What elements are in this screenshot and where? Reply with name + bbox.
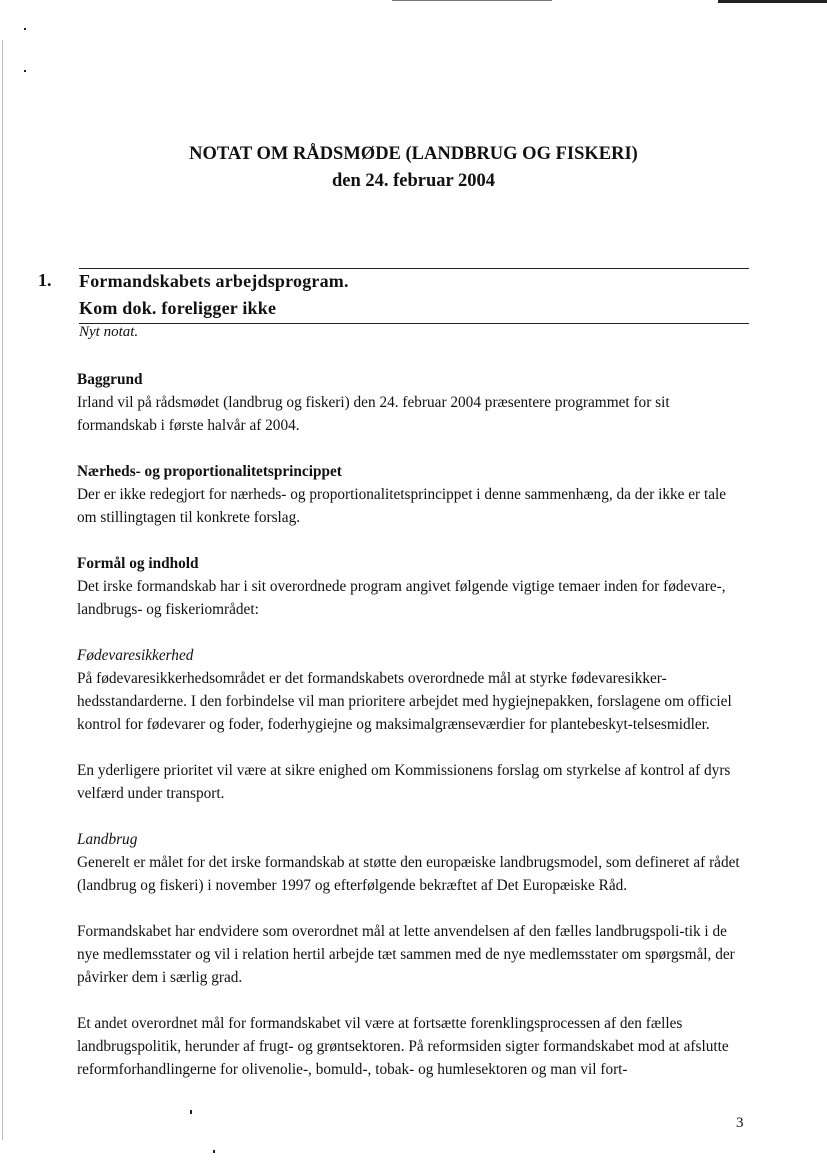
formaal-text: Det irske formandskab har i sit overordnede program angivet følgende vigtige temaer inden for fødevare-, landbrugs- og fiskeriområdet:	[77, 578, 726, 618]
section-number: 1.	[38, 270, 52, 290]
title-line-1: NOTAT OM RÅDSMØDE (LANDBRUG OG FISKERI)	[189, 144, 638, 164]
scan-edge-left	[2, 40, 3, 1140]
naerhed-text: Der er ikke redegjort for nærheds- og proportionalitetsprincippet i denne sammenhæng, da der ikke er tale om stillingtagen til konkrete forslag.	[77, 486, 727, 526]
landbrug-paragraph-1: Generelt er målet for det irske formandskab at støtte den europæiske landbrugsmodel, som defineret af rådet (landbrug og fiskeri) i november 1997 og efterfølgende bekræftet af Det Europæiske Råd.	[77, 854, 740, 894]
scan-line-top-right	[718, 0, 827, 3]
foedevare-paragraph-2: En yderligere prioritet vil være at sikre enighed om Kommissionens forslag om styrkelse af kontrol af dyrs velfærd under transport.	[77, 762, 731, 802]
foedevare-paragraph-1: På fødevaresikkerhedsområdet er det formandskabets overordnede mål at styrke fødevaresikker-hedsstandarderne. I den forbindelse vil man prioritere arbejdet med hygiejnepakken, forslagene om officiel kontrol for fødevarer og foder, foderhygiejne og maksimalgrænseværdier for plantebeskyt-telsesmidler.	[77, 670, 732, 733]
scan-line-top	[392, 0, 552, 1]
section-heading-line-1: Formandskabets arbejdsprogram.	[79, 271, 349, 291]
section-heading	[79, 268, 349, 322]
baggrund-text: Irland vil på rådsmødet (landbrug og fiskeri) den 24. februar 2004 præsentere programmet for sit formandskab i første halvår af 2004.	[77, 394, 670, 434]
section-heading-line-2: Kom dok. foreligger ikke	[79, 298, 277, 318]
landbrug-heading: Landbrug	[77, 831, 138, 848]
scan-dot	[190, 1110, 192, 1114]
title-line-2: den 24. februar 2004	[331, 171, 496, 191]
document-body	[77, 368, 749, 1081]
landbrug-paragraph-2: Formandskabet har endvidere som overordnet mål at lette anvendelsen af den fælles landbrugspoli-tik i de nye medlemsstater og vil i relation hertil arbejde tæt sammen med de nye medlemsstater om spørgsmål, der påvirker dem i særlig grad.	[77, 923, 735, 986]
naerhed-heading: Nærheds- og proportionalitetsprincippet	[77, 463, 342, 480]
formaal-heading: Formål og indhold	[77, 555, 199, 572]
section-status: Nyt notat.	[79, 324, 139, 340]
scan-dot	[24, 28, 26, 30]
section-rule-bottom	[79, 323, 749, 324]
scan-dot	[24, 70, 26, 72]
landbrug-paragraph-3: Et andet overordnet mål for formandskabet vil være at fortsætte forenklingsprocessen af den fælles landbrugspolitik, herunder af frugt- og grøntsektoren. På reformsiden sigter formandskabet mod at afslutte reformforhandlingerne for olivenolie-, bomuld-, tobak- og humlesektoren og man vil fort-	[77, 1015, 729, 1078]
foedevare-heading: Fødevaresikkerhed	[77, 647, 194, 664]
baggrund-heading: Baggrund	[77, 371, 143, 388]
page-number: 3	[736, 1115, 744, 1131]
scan-dot	[213, 1150, 215, 1153]
document-title	[0, 141, 827, 195]
